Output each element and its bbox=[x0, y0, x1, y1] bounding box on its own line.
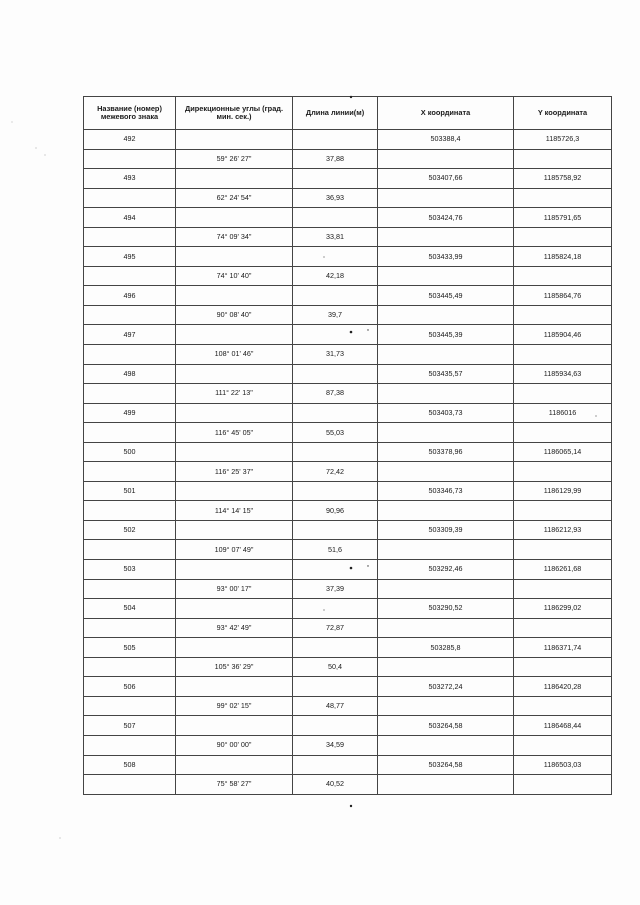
line-length-cell: 31,73 bbox=[293, 345, 378, 365]
y-coordinate-cell: 1186065,14 bbox=[514, 442, 612, 462]
empty-cell bbox=[378, 227, 514, 247]
header-direction-angle: Дирекционные углы (град. мин. сек.) bbox=[176, 97, 293, 130]
x-coordinate-cell: 503435,57 bbox=[378, 364, 514, 384]
empty-cell bbox=[378, 501, 514, 521]
empty-cell bbox=[378, 775, 514, 795]
table-row-segment bbox=[84, 345, 612, 365]
y-coordinate-cell: 1186420,28 bbox=[514, 677, 612, 697]
empty-cell bbox=[176, 520, 293, 540]
coordinates-table bbox=[83, 96, 612, 795]
empty-cell bbox=[378, 149, 514, 169]
empty-cell bbox=[514, 657, 612, 677]
line-length-cell: 36,93 bbox=[293, 188, 378, 208]
empty-cell bbox=[84, 149, 176, 169]
point-name-cell: 508 bbox=[84, 755, 176, 775]
line-length-cell: 55,03 bbox=[293, 423, 378, 443]
table-row-segment bbox=[84, 735, 612, 755]
empty-cell bbox=[293, 599, 378, 619]
empty-cell bbox=[84, 266, 176, 286]
table-row-point bbox=[84, 286, 612, 306]
y-coordinate-cell: 1186016 bbox=[514, 403, 612, 423]
empty-cell bbox=[84, 657, 176, 677]
x-coordinate-cell: 503378,96 bbox=[378, 442, 514, 462]
direction-angle-cell: 108° 01' 46" bbox=[176, 345, 293, 365]
scan-speck bbox=[45, 155, 46, 156]
x-coordinate-cell: 503407,66 bbox=[378, 169, 514, 189]
x-coordinate-cell: 503264,58 bbox=[378, 755, 514, 775]
table-row-point bbox=[84, 677, 612, 697]
line-length-cell: 90,96 bbox=[293, 501, 378, 521]
empty-cell bbox=[84, 579, 176, 599]
point-name-cell: 501 bbox=[84, 481, 176, 501]
table-row-point bbox=[84, 247, 612, 267]
point-name-cell: 502 bbox=[84, 520, 176, 540]
empty-cell bbox=[378, 696, 514, 716]
direction-angle-cell: 93° 42' 49" bbox=[176, 618, 293, 638]
empty-cell bbox=[176, 130, 293, 150]
empty-cell bbox=[84, 423, 176, 443]
point-name-cell: 500 bbox=[84, 442, 176, 462]
table-row-point bbox=[84, 481, 612, 501]
empty-cell bbox=[84, 696, 176, 716]
direction-angle-cell: 74° 09' 34" bbox=[176, 227, 293, 247]
y-coordinate-cell: 1186129,99 bbox=[514, 481, 612, 501]
point-name-cell: 494 bbox=[84, 208, 176, 228]
table-row-segment bbox=[84, 618, 612, 638]
empty-cell bbox=[293, 520, 378, 540]
direction-angle-cell: 59° 26' 27" bbox=[176, 149, 293, 169]
scan-speck bbox=[12, 122, 13, 123]
empty-cell bbox=[378, 657, 514, 677]
scan-speck bbox=[60, 838, 61, 839]
header-x-coordinate: X координата bbox=[378, 97, 514, 130]
table-row-segment bbox=[84, 305, 612, 325]
y-coordinate-cell: 1186261,68 bbox=[514, 560, 612, 580]
empty-cell bbox=[378, 423, 514, 443]
y-coordinate-cell: 1185864,76 bbox=[514, 286, 612, 306]
empty-cell bbox=[514, 775, 612, 795]
header-line-length: Длина линии(м) bbox=[293, 97, 378, 130]
empty-cell bbox=[514, 618, 612, 638]
table-row-point bbox=[84, 442, 612, 462]
empty-cell bbox=[293, 130, 378, 150]
empty-cell bbox=[293, 481, 378, 501]
x-coordinate-cell: 503264,58 bbox=[378, 716, 514, 736]
table-row-point bbox=[84, 638, 612, 658]
empty-cell bbox=[514, 384, 612, 404]
point-name-cell: 493 bbox=[84, 169, 176, 189]
header-point-name: Название (номер) межевого знака bbox=[84, 97, 176, 130]
empty-cell bbox=[293, 638, 378, 658]
table-row-segment bbox=[84, 266, 612, 286]
table-row-point bbox=[84, 130, 612, 150]
point-name-cell: 506 bbox=[84, 677, 176, 697]
direction-angle-cell: 105° 36' 29" bbox=[176, 657, 293, 677]
line-length-cell: 72,87 bbox=[293, 618, 378, 638]
point-name-cell: 497 bbox=[84, 325, 176, 345]
empty-cell bbox=[293, 716, 378, 736]
y-coordinate-cell: 1185824,18 bbox=[514, 247, 612, 267]
x-coordinate-cell: 503424,76 bbox=[378, 208, 514, 228]
empty-cell bbox=[84, 345, 176, 365]
empty-cell bbox=[176, 442, 293, 462]
direction-angle-cell: 90° 08' 40" bbox=[176, 305, 293, 325]
empty-cell bbox=[378, 735, 514, 755]
empty-cell bbox=[84, 540, 176, 560]
x-coordinate-cell: 503445,39 bbox=[378, 325, 514, 345]
table-row-segment bbox=[84, 501, 612, 521]
table-row-segment bbox=[84, 149, 612, 169]
x-coordinate-cell: 503433,99 bbox=[378, 247, 514, 267]
empty-cell bbox=[176, 247, 293, 267]
direction-angle-cell: 116° 25' 37" bbox=[176, 462, 293, 482]
table-row-segment bbox=[84, 384, 612, 404]
empty-cell bbox=[84, 735, 176, 755]
empty-cell bbox=[176, 716, 293, 736]
empty-cell bbox=[293, 560, 378, 580]
y-coordinate-cell: 1186371,74 bbox=[514, 638, 612, 658]
empty-cell bbox=[514, 501, 612, 521]
line-length-cell: 72,42 bbox=[293, 462, 378, 482]
table-row-point bbox=[84, 716, 612, 736]
empty-cell bbox=[176, 286, 293, 306]
scan-speck bbox=[350, 805, 352, 807]
empty-cell bbox=[293, 247, 378, 267]
direction-angle-cell: 116° 45' 05" bbox=[176, 423, 293, 443]
empty-cell bbox=[378, 266, 514, 286]
table-row-point bbox=[84, 520, 612, 540]
y-coordinate-cell: 1186299,02 bbox=[514, 599, 612, 619]
empty-cell bbox=[84, 188, 176, 208]
empty-cell bbox=[514, 149, 612, 169]
empty-cell bbox=[293, 677, 378, 697]
line-length-cell: 51,6 bbox=[293, 540, 378, 560]
table-row-segment bbox=[84, 227, 612, 247]
table-row-segment bbox=[84, 540, 612, 560]
line-length-cell: 33,81 bbox=[293, 227, 378, 247]
empty-cell bbox=[378, 384, 514, 404]
x-coordinate-cell: 503309,39 bbox=[378, 520, 514, 540]
table-row-point bbox=[84, 208, 612, 228]
table-row-point bbox=[84, 325, 612, 345]
point-name-cell: 498 bbox=[84, 364, 176, 384]
empty-cell bbox=[176, 638, 293, 658]
table-row-point bbox=[84, 560, 612, 580]
empty-cell bbox=[84, 227, 176, 247]
table-body bbox=[84, 130, 612, 795]
x-coordinate-cell: 503403,73 bbox=[378, 403, 514, 423]
empty-cell bbox=[293, 442, 378, 462]
line-length-cell: 37,88 bbox=[293, 149, 378, 169]
table-row-point bbox=[84, 403, 612, 423]
empty-cell bbox=[293, 208, 378, 228]
table-row-segment bbox=[84, 423, 612, 443]
table-row-point bbox=[84, 599, 612, 619]
empty-cell bbox=[514, 423, 612, 443]
empty-cell bbox=[293, 403, 378, 423]
direction-angle-cell: 74° 10' 40" bbox=[176, 266, 293, 286]
x-coordinate-cell: 503292,46 bbox=[378, 560, 514, 580]
table-row-segment bbox=[84, 462, 612, 482]
line-length-cell: 34,59 bbox=[293, 735, 378, 755]
empty-cell bbox=[176, 169, 293, 189]
table-row-point bbox=[84, 364, 612, 384]
empty-cell bbox=[176, 364, 293, 384]
table-header-row bbox=[84, 97, 612, 130]
y-coordinate-cell: 1186468,44 bbox=[514, 716, 612, 736]
empty-cell bbox=[514, 188, 612, 208]
empty-cell bbox=[84, 775, 176, 795]
empty-cell bbox=[514, 305, 612, 325]
line-length-cell: 39,7 bbox=[293, 305, 378, 325]
line-length-cell: 40,52 bbox=[293, 775, 378, 795]
point-name-cell: 503 bbox=[84, 560, 176, 580]
x-coordinate-cell: 503272,24 bbox=[378, 677, 514, 697]
empty-cell bbox=[176, 403, 293, 423]
table-row-point bbox=[84, 169, 612, 189]
empty-cell bbox=[378, 579, 514, 599]
empty-cell bbox=[378, 345, 514, 365]
empty-cell bbox=[514, 696, 612, 716]
empty-cell bbox=[84, 384, 176, 404]
empty-cell bbox=[378, 305, 514, 325]
x-coordinate-cell: 503346,73 bbox=[378, 481, 514, 501]
y-coordinate-cell: 1185758,92 bbox=[514, 169, 612, 189]
y-coordinate-cell: 1185934,63 bbox=[514, 364, 612, 384]
direction-angle-cell: 114° 14' 15" bbox=[176, 501, 293, 521]
header-y-coordinate: Y координата bbox=[514, 97, 612, 130]
empty-cell bbox=[176, 481, 293, 501]
y-coordinate-cell: 1185791,65 bbox=[514, 208, 612, 228]
direction-angle-cell: 62° 24' 54" bbox=[176, 188, 293, 208]
point-name-cell: 496 bbox=[84, 286, 176, 306]
empty-cell bbox=[293, 755, 378, 775]
empty-cell bbox=[378, 462, 514, 482]
table-row-point bbox=[84, 755, 612, 775]
point-name-cell: 505 bbox=[84, 638, 176, 658]
y-coordinate-cell: 1185726,3 bbox=[514, 130, 612, 150]
direction-angle-cell: 109° 07' 49" bbox=[176, 540, 293, 560]
direction-angle-cell: 93° 00' 17" bbox=[176, 579, 293, 599]
line-length-cell: 87,38 bbox=[293, 384, 378, 404]
empty-cell bbox=[378, 618, 514, 638]
empty-cell bbox=[176, 599, 293, 619]
direction-angle-cell: 111° 22' 13" bbox=[176, 384, 293, 404]
table-row-segment bbox=[84, 657, 612, 677]
empty-cell bbox=[514, 540, 612, 560]
direction-angle-cell: 99° 02' 15" bbox=[176, 696, 293, 716]
point-name-cell: 499 bbox=[84, 403, 176, 423]
empty-cell bbox=[84, 618, 176, 638]
table-row-segment bbox=[84, 579, 612, 599]
direction-angle-cell: 75° 58' 27" bbox=[176, 775, 293, 795]
empty-cell bbox=[293, 364, 378, 384]
empty-cell bbox=[293, 325, 378, 345]
point-name-cell: 492 bbox=[84, 130, 176, 150]
empty-cell bbox=[293, 286, 378, 306]
empty-cell bbox=[378, 540, 514, 560]
empty-cell bbox=[176, 755, 293, 775]
empty-cell bbox=[378, 188, 514, 208]
direction-angle-cell: 90° 00' 00" bbox=[176, 735, 293, 755]
empty-cell bbox=[176, 677, 293, 697]
line-length-cell: 37,39 bbox=[293, 579, 378, 599]
empty-cell bbox=[84, 501, 176, 521]
y-coordinate-cell: 1185904,46 bbox=[514, 325, 612, 345]
empty-cell bbox=[176, 325, 293, 345]
empty-cell bbox=[514, 579, 612, 599]
y-coordinate-cell: 1186503,03 bbox=[514, 755, 612, 775]
empty-cell bbox=[176, 560, 293, 580]
empty-cell bbox=[514, 266, 612, 286]
line-length-cell: 42,18 bbox=[293, 266, 378, 286]
empty-cell bbox=[84, 305, 176, 325]
x-coordinate-cell: 503445,49 bbox=[378, 286, 514, 306]
x-coordinate-cell: 503388,4 bbox=[378, 130, 514, 150]
point-name-cell: 504 bbox=[84, 599, 176, 619]
table-row-segment bbox=[84, 775, 612, 795]
x-coordinate-cell: 503290,52 bbox=[378, 599, 514, 619]
empty-cell bbox=[293, 169, 378, 189]
empty-cell bbox=[514, 227, 612, 247]
empty-cell bbox=[84, 462, 176, 482]
x-coordinate-cell: 503285,8 bbox=[378, 638, 514, 658]
empty-cell bbox=[514, 345, 612, 365]
table-row-segment bbox=[84, 188, 612, 208]
point-name-cell: 495 bbox=[84, 247, 176, 267]
empty-cell bbox=[514, 735, 612, 755]
table-row-segment bbox=[84, 696, 612, 716]
empty-cell bbox=[514, 462, 612, 482]
line-length-cell: 50,4 bbox=[293, 657, 378, 677]
empty-cell bbox=[176, 208, 293, 228]
scan-speck bbox=[36, 148, 37, 149]
line-length-cell: 48,77 bbox=[293, 696, 378, 716]
y-coordinate-cell: 1186212,93 bbox=[514, 520, 612, 540]
point-name-cell: 507 bbox=[84, 716, 176, 736]
